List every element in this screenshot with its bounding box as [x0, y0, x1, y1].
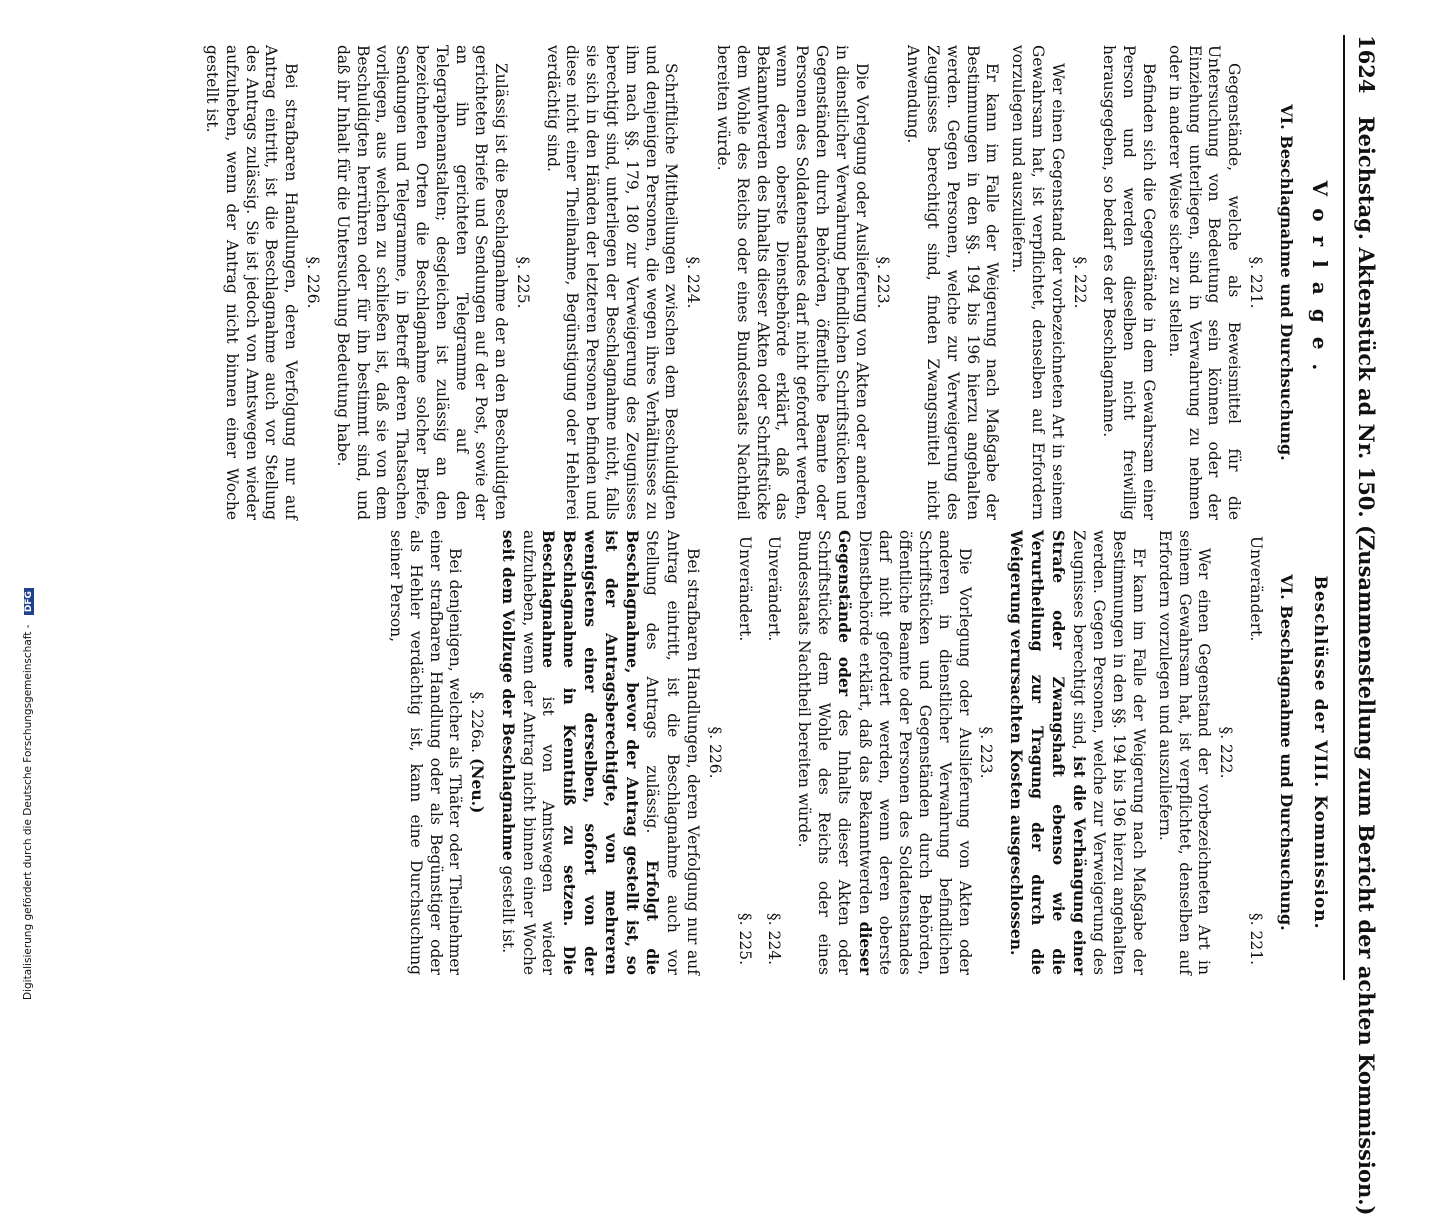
paragraph: Befinden sich die Gegenstände in dem Gewahrsam einer Person und werden dieselben nicht freiwillig herausgegeben, so bedarf es der Beschlagnahme.	[1100, 45, 1159, 520]
section-number: §. 221.	[1247, 912, 1265, 965]
status-unchanged: Unverändert.	[1247, 536, 1265, 642]
section-number: §. 226.	[705, 726, 724, 779]
paragraph: Bei denjenigen, welcher als Thäter oder Theilnehmer einer strafbaren Handlung oder als Begünstiger oder als Hehler verdächtig ist, kann eine Durchsuchung seiner Person,	[386, 530, 465, 975]
section-title: VI. Beschlagnahme und Durchsuchung.	[1277, 574, 1296, 931]
section-number: §. 226.	[303, 256, 322, 309]
section-title: VI. Beschlagnahme und Durchsuchung.	[1277, 104, 1296, 461]
section-number: §. 222.	[1070, 256, 1089, 309]
new-badge: (Neu.)	[468, 757, 488, 814]
scanned-page	[85, 0, 1385, 1215]
paragraph: Wer einen Gegenstand der vorbezeichneten Art in seinem Gewahrsam hat, ist verpflichtet, denselben auf Erfordern vorzulegen und auszuliefern.	[1009, 45, 1067, 520]
paragraph: Zulässig ist die Beschlagnahme der an den Beschuldigten gerichteten Briefe und Sendungen auf der Post, sowie der an ihn gerichteten Telegramme auf den Telegraphenanstalten; desgleichen ist zulässig an den bezeichneten Orten die Beschlagnahme solcher Briefe, Sendungen und Telegramme, in Betreff deren Thatsachen vorliegen, aus welchen zu schließen ist, daß sie von dem Beschuldigten herrühren oder für ihn bestimmt sind, und daß ihr Inhalt für die Untersuchung Bedeutung habe.	[333, 45, 511, 520]
section-number: §. 224.	[765, 912, 784, 965]
paragraph-text: Er kann im Falle der Weigerung nach Maßgabe der Bestimmungen in den §§. 194 bis 196 hierzu angehalten werden. Gegen Personen, welche zur Verweigerung des Zeugnisses berechtigt sind,	[1069, 530, 1149, 975]
column-beschluesse	[379, 530, 1333, 975]
section-number: §. 226a.	[468, 691, 487, 754]
column-vorlage	[195, 45, 1333, 520]
section-225	[734, 536, 754, 965]
paragraph: Schriftliche Mittheilungen zwischen dem Beschuldigten und denjenigen Personen, die wegen ihres Verhältnisses zu ihm nach §§. 179, 180 zur Verweigerung des Zeugnisses berechtigt sind, unterliegen der Beschlagnahme nicht, falls sie sich in den Händen der letzteren Personen befinden und diese nicht einer Theilnahme, Begünstigung oder Hehlerei verdächtig sind.	[543, 45, 681, 520]
section-number: §. 224.	[684, 256, 703, 309]
amended-text: ist die Verhängung einer Strafe oder Zwangshaft ebenso wie die Verurtheilung zur Tragung der durch die Weigerung verursachten Kosten ausgeschlossen.	[1007, 530, 1089, 975]
section-224	[764, 536, 784, 965]
section-number: §. 222.	[1217, 726, 1236, 779]
paragraph: Er kann im Falle der Weigerung nach Maßgabe der Bestimmungen in den §§. 194 bis 196 hierzu angehalten werden. Gegen Personen, welche zur Verweigerung des Zeugnisses berechtigt sind, finden Zwangsmittel nicht Anwendung.	[904, 45, 1002, 520]
paragraph	[497, 530, 702, 975]
paragraph: Bei strafbaren Handlungen, deren Verfolgung nur auf Antrag eintritt, ist die Beschlagnahme auch vor Stellung des Antrags zulässig. Sie ist jedoch von Amtswegen wieder aufzuheben, wenn der Antrag nicht binnen einer Woche gestellt ist.	[202, 45, 301, 520]
paragraph	[793, 530, 973, 975]
paragraph: Wer einen Gegenstand der vorbezeichneten Art in seinem Gewahrsam hat, ist verpflichtet, denselben auf Erfordern vorzulegen und auszuliefern.	[1155, 530, 1214, 975]
section-number: §. 223.	[977, 726, 996, 779]
digitization-credit	[22, 591, 34, 1000]
vorlage-paragraphs	[201, 45, 1265, 520]
amended-text: Erfolgt die Beschlagnahme, bevor der Antrag gestellt ist, so ist der Antragsberechtigte, von mehreren wenigstens einer derselben, sofort von der Beschlagnahme in Kenntniß zu setzen. Die Beschlagnahme	[539, 530, 663, 976]
paragraph-text: ist von Amtswegen wieder aufzuheben, wenn der Antrag nicht binnen einer Woche	[519, 530, 558, 975]
paragraph: Die Vorlegung oder Auslieferung von Akten oder anderen in dienstlicher Verwahrung befindlichen Schriftstücken und Gegenständen durch Behörden, öffentliche Beamte oder Personen des Soldatenstandes darf nicht gefordert werden, wenn deren oberste Dienstbehörde erklärt, daß das Bekanntwerden des Inhalts dieser Akten oder Schriftstücke dem Wohle des Reichs oder eines Bundesstaats Nachtheil bereiten würde.	[714, 45, 871, 520]
section-221	[1245, 536, 1265, 965]
credit-text: Digitalisierung gefördert durch die Deutsche Forschungsgemeinschaft -	[22, 624, 34, 1000]
column-heading: Beschlüsse der VIII. Kommission.	[1310, 575, 1330, 930]
page-title: Reichstag. Aktenstück ad Nr. 150. (Zusammenstellung zum Bericht der achten Kommission.)	[1354, 116, 1379, 1215]
page-header	[1343, 35, 1385, 1215]
column-heading: Vorlage.	[1308, 180, 1332, 385]
section-number: §. 225.	[513, 256, 532, 309]
paragraph-text: des Inhalts dieser Akten oder Schriftstücke dem Wohle des Reichs oder eines Bundesstaats Nachtheil bereiten würde.	[795, 530, 853, 975]
amended-text: dieser Gegenstände oder	[834, 530, 875, 975]
paragraph-text: Bei strafbaren Handlungen, deren Verfolgung nur auf Antrag eintritt, ist die Beschlagnahme auch vor Stellung des Antrags zulässig.	[643, 530, 703, 975]
paragraph-text: gestellt ist.	[498, 860, 517, 954]
amended-text: seit dem Vollzuge der Beschlagnahme	[498, 530, 518, 861]
dfg-logo: DFG	[24, 588, 34, 615]
paragraph-text: Die Vorlegung oder Auslieferung von Akten oder anderen in dienstlicher Verwahrung befindlichen Schriftstücken und Gegenständen durch Behörden, öffentliche Beamte oder Personen des Soldatenstandes darf nicht gefordert werden, wenn deren oberste Dienstbehörde erklärt, daß das Bekanntwerden	[855, 530, 974, 975]
status-unchanged: Unverändert.	[765, 536, 784, 642]
section-number: §. 221.	[1247, 256, 1265, 309]
section-226a-heading	[466, 530, 487, 975]
paragraph: Gegenstände, welche als Beweismittel für die Untersuchung von Bedeutung sein können oder der Einziehung unterliegen, sind in Verwahrung zu nehmen oder in anderer Weise sicher zu stellen.	[1165, 45, 1244, 520]
paragraph	[1005, 530, 1148, 975]
status-unchanged: Unverändert.	[735, 536, 754, 642]
section-number: §. 225.	[735, 912, 754, 965]
section-number: §. 223.	[874, 256, 893, 309]
page-number: 1624	[1354, 35, 1379, 94]
